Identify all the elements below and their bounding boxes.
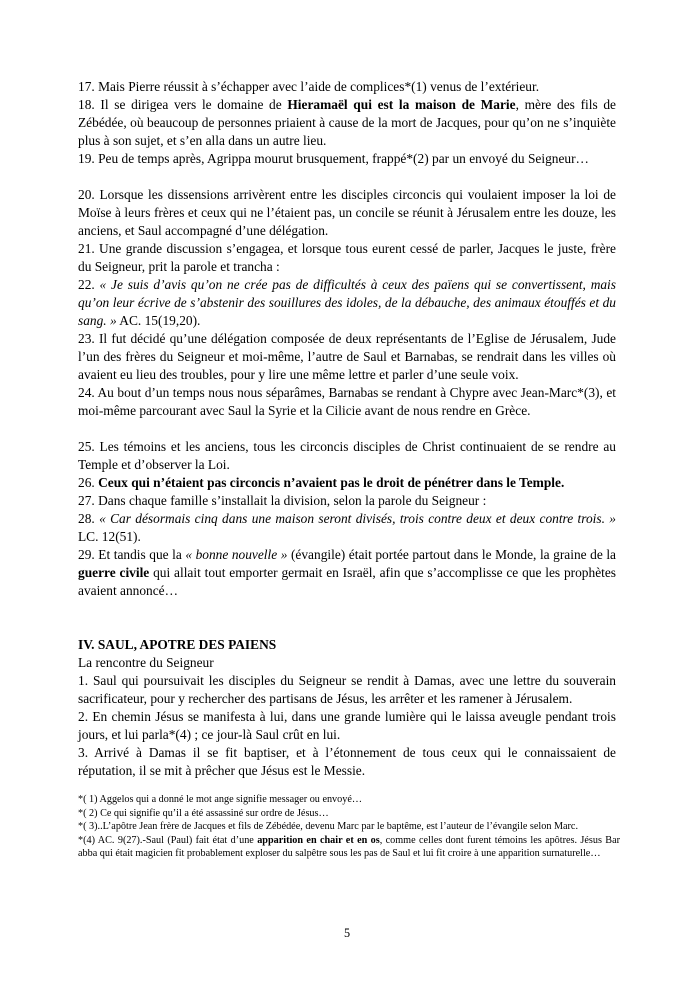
paragraph-22-reference: AC. 15(19,20). bbox=[116, 313, 201, 328]
paragraph-22 bbox=[78, 276, 616, 330]
footnote-3 bbox=[78, 820, 620, 834]
paragraph-4-3 bbox=[78, 744, 616, 780]
paragraph-26-number: 26. bbox=[78, 475, 99, 490]
paragraph-18 bbox=[78, 96, 616, 150]
paragraph-18-rest: , mère des fils de Zébédée, où beaucoup de personnes priaient à cause de la mort de Jacques, pour qu’on ne s’inquiète plus à son sujet, et s’en alla dans un autre lieu. bbox=[78, 97, 616, 148]
footnote-1-text: *( 1) Aggelos qui a donné le mot ange signifie messager ou envoyé… bbox=[78, 794, 363, 805]
paragraph-25-text: 25. Les témoins et les anciens, tous les circoncis disciples de Christ continuaient de se rendre au Temple et d’observer la Loi. bbox=[78, 439, 616, 472]
footnote-2 bbox=[78, 807, 620, 821]
section-heading: IV. SAUL, APOTRE DES PAIENS bbox=[78, 637, 277, 652]
paragraph-4-2 bbox=[78, 708, 616, 744]
footnote-1 bbox=[78, 793, 620, 807]
paragraph-21-text: 21. Une grande discussion s’engagea, et lorsque tous eurent cessé de parler, Jacques le juste, frère du Seigneur, prit la parole et trancha : bbox=[78, 241, 616, 274]
paragraph-17-text: 17. Mais Pierre réussit à s’échapper avec l’aide de complices*(1) venus de l’extérieur. bbox=[78, 79, 540, 94]
paragraph-29-italic: « bonne nouvelle » bbox=[185, 547, 288, 562]
paragraph-19-text: 19. Peu de temps après, Agrippa mourut brusquement, frappé*(2) par un envoyé du Seigneur… bbox=[78, 151, 589, 166]
paragraph-4-3-text: 3. Arrivé à Damas il se fit baptiser, et à l’étonnement de tous ceux qui le connaissaient de réputation, il se mit à prêcher que Jésus est le Messie. bbox=[78, 745, 616, 778]
footnote-3-text: *( 3)..L’apôtre Jean frère de Jacques et fils de Zébédée, devenu Marc par le baptême, est l’auteur de l’évangile selon Marc. bbox=[78, 821, 578, 833]
paragraph-gap bbox=[78, 168, 616, 186]
section-subheading: La rencontre du Seigneur bbox=[78, 655, 214, 670]
paragraph-17 bbox=[78, 78, 616, 96]
paragraph-29-lead: 29. Et tandis que la bbox=[78, 547, 186, 562]
footnote-4-rest: , comme celles dont furent témoins les apôtres. Jésus Bar abba qui était magicien fit probablement exploser du salpêtre sous les pas de Saul et lui fit croire à une apparition surnaturelle… bbox=[78, 834, 620, 860]
paragraph-28-quote: « Car désormais cinq dans une maison seront divisés, trois contre deux et deux contre trois. » bbox=[99, 511, 616, 526]
footnote-4-lead: *(4) AC. 9(27).-Saul (Paul) fait état d’une bbox=[78, 834, 258, 846]
footnote-4-bold: apparition en chair et en os bbox=[257, 834, 380, 846]
paragraph-22-quote: « Je suis d’avis qu’on ne crée pas de difficultés à ceux des païens qui se convertissent, mais qu’on leur écrive de s’abstenir des souillures des idoles, de la débauche, des animaux étouffés et du sang. » bbox=[78, 277, 616, 328]
paragraph-4-2-text: 2. En chemin Jésus se manifesta à lui, dans une grande lumière qui le laissa aveugle pendant trois jours, et lui parla*(4) ; ce jour-là Saul crût en lui. bbox=[78, 709, 616, 742]
paragraph-28-reference: LC. 12(51). bbox=[78, 529, 141, 544]
paragraph-27 bbox=[78, 492, 616, 510]
paragraph-26 bbox=[78, 474, 616, 492]
paragraph-29-bold: guerre civile bbox=[78, 565, 150, 580]
paragraph-28-number: 28. bbox=[78, 511, 100, 526]
paragraph-4-1-text: 1. Saul qui poursuivait les disciples du Seigneur se rendit à Damas, avec une lettre du souverain sacrificateur, pour y rechercher des partisans de Jésus, les arrêter et les ramener à Jérusalem. bbox=[78, 673, 616, 706]
footnotes bbox=[78, 793, 620, 861]
paragraph-29-mid: (évangile) était portée partout dans le Monde, la graine de la bbox=[287, 547, 616, 562]
section-gap bbox=[78, 600, 616, 618]
document-body bbox=[78, 78, 616, 780]
paragraph-22-number: 22. bbox=[78, 277, 100, 292]
paragraph-29 bbox=[78, 546, 616, 600]
paragraph-27-text: 27. Dans chaque famille s’installait la division, selon la parole du Seigneur : bbox=[78, 493, 487, 508]
paragraph-24-text: 24. Au bout d’un temps nous nous séparâmes, Barnabas se rendant à Chypre avec Jean-Marc*(3), et moi-même parcourant avec Saul la Syrie et la Cilicie avant de nous rendre en Grèce. bbox=[78, 385, 616, 418]
footnote-2-text: *( 2) Ce qui signifie qu’il a été assassiné sur ordre de Jésus… bbox=[78, 807, 329, 819]
paragraph-28 bbox=[78, 510, 616, 546]
section-gap bbox=[78, 618, 616, 636]
paragraph-18-lead: 18. Il se dirigea vers le domaine de bbox=[78, 97, 288, 112]
footnote-4 bbox=[78, 834, 620, 861]
paragraph-23 bbox=[78, 330, 616, 384]
paragraph-4-1 bbox=[78, 672, 616, 708]
paragraph-gap bbox=[78, 420, 616, 438]
page-number: 5 bbox=[343, 926, 351, 940]
paragraph-25 bbox=[78, 438, 616, 474]
paragraph-26-bold: Ceux qui n’étaient pas circoncis n’avaient pas le droit de pénétrer dans le Temple. bbox=[98, 475, 565, 490]
paragraph-29-rest: qui allait tout emporter germait en Israël, afin que s’accomplisse ce que les prophètes avaient annoncé… bbox=[78, 565, 617, 598]
paragraph-21 bbox=[78, 240, 616, 276]
paragraph-19 bbox=[78, 150, 616, 168]
paragraph-23-text: 23. Il fut décidé qu’une délégation composée de deux représentants de l’Eglise de Jérusalem, Jude l’un des frères du Seigneur et moi-même, l’autre de Saul et Barnabas, se rendrait dans les villes où avaient eu lieu des troubles, pour y lire une même lettre et parler d’une seule voix. bbox=[78, 331, 616, 382]
paragraph-24 bbox=[78, 384, 616, 420]
paragraph-18-bold: Hieramaël qui est la maison de Marie bbox=[287, 97, 516, 112]
paragraph-20 bbox=[78, 186, 616, 240]
paragraph-20-text: 20. Lorsque les dissensions arrivèrent entre les disciples circoncis qui voulaient imposer la loi de Moïse à leurs frères et ceux qui ne l’étaient pas, un concile se réunit à Jérusalem entre les douze, les anciens, et Saul accompagné d’une délégation. bbox=[78, 187, 616, 238]
